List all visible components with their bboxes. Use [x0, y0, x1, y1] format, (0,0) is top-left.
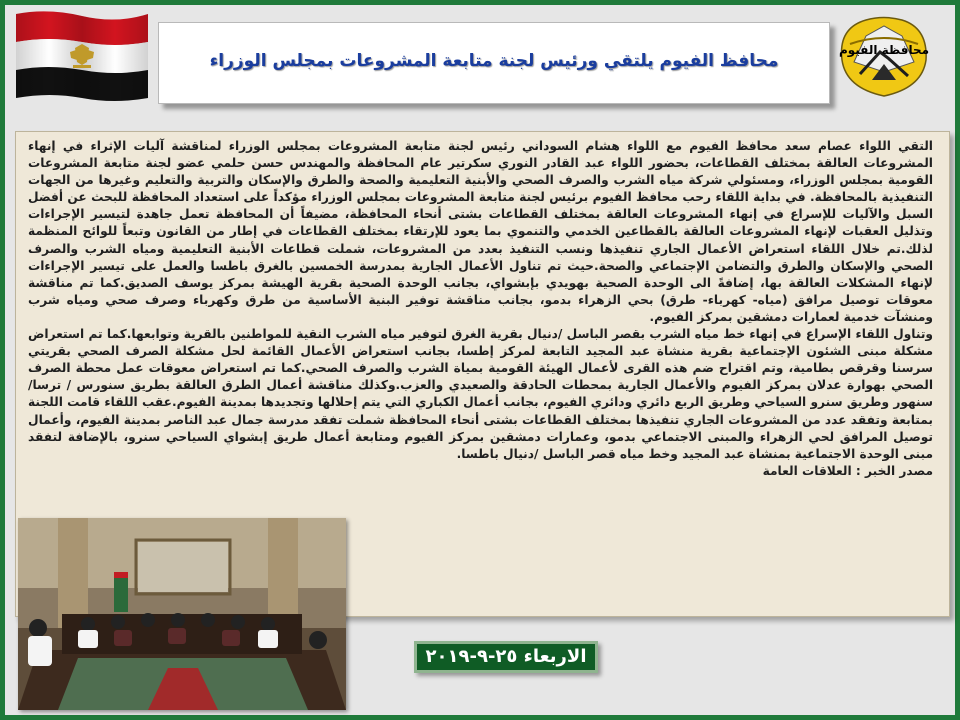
logo-text: محافظة الفيوم	[838, 43, 930, 57]
article-paragraph-1: التقي اللواء عصام سعد محافظ الفيوم مع اللواء هشام السوداني رئيس لجنة متابعة المشروعات بمجلس الوزراء لمناقشة آليات الإثراء في إنهاء المشروعات العالقة بمختلف القطاعات، بحضور اللواء عبد القادر النوري سكرتير عام المحافظة والمهندس حسن حلمي عضو لجنة متابعة المشروعات القومية بمجلس الوزراء، ومسئولي شركة مياه الشرب والصرف الصحي والأبنية التعليمية والصحة والطرق والإسكان والتربية والتعليم وغيرها من الجهات التنفيذية بالمحافظة. في بداية اللقاء رحب محافظ الفيوم برئيس لجنة متابعة المشروعات بمجلس الوزراء مؤكداً على استعداد المحافظة للبحث عن أفضل السبل والآليات للإسراع في إنهاء المشروعات العالقة بمختلف القطاعات بشتى أنحاء المحافظة، مضيفاً أن المحافظة تعمل جاهدة لتيسير الإجراءات وتذليل العقبات لإنهاء المشروعات العالقة بالقطاعين الخدمي والتنموي بما يعود للإرتقاء بمختلف القطاعات في إطار من القانون وتبعاً للوائح المنظمة لذلك.تم خلال اللقاء استعراض الأعمال الجاري تنفيذها ونسب التنفيذ بعدد من المشروعات، شملت قطاعات الأبنية التعليمية ومياه الشرب والصرف الصحي والإسكان والطرق والتضامن الإجتماعي والصحة.حيث تم تناول الأعمال الجارية بمدرسة الخمسين بالغرق باطسا والعمل على تيسير الإجراءات لإنهاء المشكلات العالقة بها، إضافةً الى الوحدة الصحية بهويدي بإبشواي، بجانب الوحدة الصحية بقرية الهيشة بمركز يوسف الصديق.كما تم مناقشة معوقات توصيل مرافق (مياه- كهرباء- طرق) بحي الزهراء بدمو، بجانب مناقشة توفير البنية الأساسية من طرق وكهرباء وصرف صحي ومياه شرب ومنشآت خدمية لعمارات دمشقين بمركز الفيوم.	[28, 139, 933, 324]
meeting-room-photo	[18, 518, 346, 710]
fayoum-governorate-logo-icon	[836, 14, 932, 100]
article-source: مصدر الخبر : العلاقات العامة	[762, 463, 933, 478]
egypt-flag-icon	[12, 8, 150, 104]
date-badge: الاربعاء ٢٥-٩-٢٠١٩	[414, 641, 598, 673]
article-text	[28, 138, 933, 480]
page-title: محافظ الفيوم يلتقي ورئيس لجنة متابعة المشروعات بمجلس الوزراء	[209, 51, 779, 71]
title-box	[158, 22, 830, 104]
article-paragraph-2: وتناول اللقاء الإسراع في إنهاء خط مياه الشرب بقصر الباسل /دنيال بقرية الغرق لتوفير مياه الشرب النقية للمواطنين بالقرية وتوابعها.كما تم استعراض مشكلة مبنى الشئون الإجتماعية بقرية منشاة عبد المجيد التابعة لمركز إطسا، بجانب استعراض الأعمال القائمة لحل مشكلة الصرف الصحي بقريتي سرسنا وقرقص بطامية، وتم اقتراح ضم هذه القرى لأعمال الهيئة القومية بمياة الشرب والصرف الصحي.كما تم استعراض معوقات عمل محطة الصرف الصحي بهوارة عدلان بمركز الفيوم والأعمال الجارية بمحطات الحادقة والصعيدي والعزب.وكذلك مناقشة أعمال الطرق العالقة بطريق سنورس / ترسا/ سنهور وطريق سنرو السياحي وطريق الربع دائري ودائري الفيوم، بجانب أعمال الكباري التي يتم إحلالها وتجديدها بمدينة الفيوم.عقب اللقاء قامت اللجنة بمتابعة وتفقد عدد من المشروعات الجاري تنفيذها بمختلف القطاعات بشتى أنحاء المحافظة شملت تفقد مدرسة جمال عبد الناصر بمدينة الفيوم، وأعمال توصيل المرافق لحي الزهراء والمبنى الاجتماعي بدمو، وعمارات دمشقين بمركز الفيوم ومتابعة أعمال طريق إبشواي السياحي سنرو، بالإضافة لتفقد مبنى الوحدة الاجتماعية بمنشاة عبد المجيد وخط مياه قصر الباسل /دنيال باطسا.	[28, 327, 933, 461]
